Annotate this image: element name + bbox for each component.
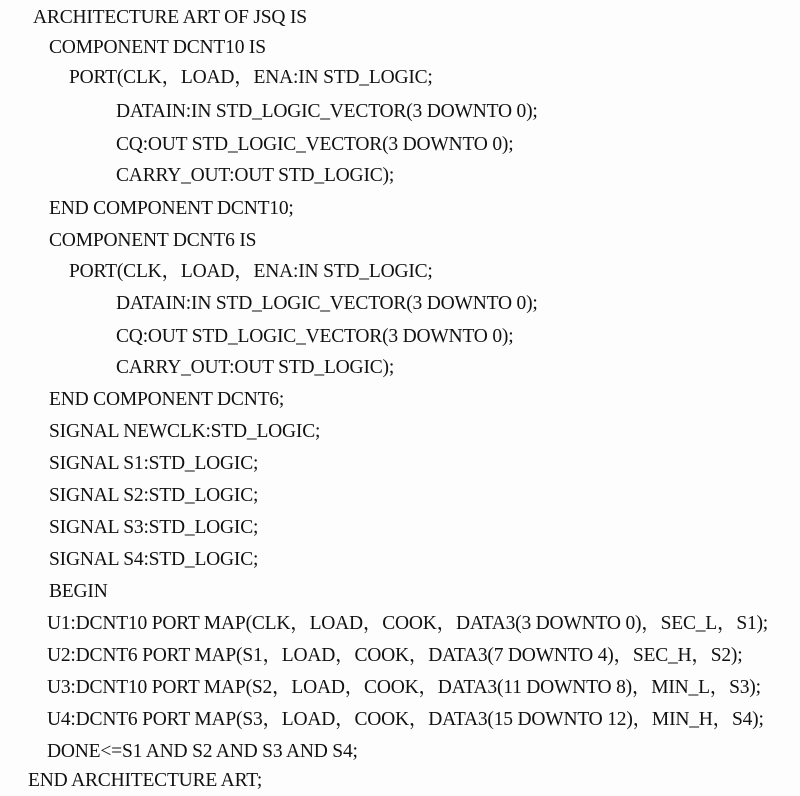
- code-line-22: U3:DCNT10 PORT MAP(S2，LOAD，COOK，DATA3(11 DOWNTO 8)，MIN_L，S3);: [47, 677, 761, 698]
- code-line-13: END COMPONENT DCNT6;: [49, 389, 285, 410]
- code-line-19: BEGIN: [49, 581, 108, 602]
- code-line-10: DATAIN:IN STD_LOGIC_VECTOR(3 DOWNTO 0);: [116, 293, 538, 314]
- code-line-2: COMPONENT DCNT10 IS: [49, 37, 266, 58]
- code-line-18: SIGNAL S4:STD_LOGIC;: [49, 549, 259, 570]
- code-line-15: SIGNAL S1:STD_LOGIC;: [49, 453, 259, 474]
- code-line-6: CARRY_OUT:OUT STD_LOGIC);: [116, 165, 395, 186]
- code-line-17: SIGNAL S3:STD_LOGIC;: [49, 517, 259, 538]
- code-line-21: U2:DCNT6 PORT MAP(S1，LOAD，COOK，DATA3(7 DOWNTO 4)，SEC_H，S2);: [47, 645, 743, 666]
- code-line-25: END ARCHITECTURE ART;: [28, 770, 263, 791]
- code-line-9: PORT(CLK，LOAD，ENA:IN STD_LOGIC;: [69, 261, 433, 282]
- code-line-7: END COMPONENT DCNT10;: [49, 198, 294, 219]
- code-line-24: DONE<=S1 AND S2 AND S3 AND S4;: [47, 741, 358, 762]
- code-line-5: CQ:OUT STD_LOGIC_VECTOR(3 DOWNTO 0);: [116, 134, 514, 155]
- code-line-4: DATAIN:IN STD_LOGIC_VECTOR(3 DOWNTO 0);: [116, 101, 538, 122]
- code-line-11: CQ:OUT STD_LOGIC_VECTOR(3 DOWNTO 0);: [116, 326, 514, 347]
- code-line-23: U4:DCNT6 PORT MAP(S3，LOAD，COOK，DATA3(15 DOWNTO 12)，MIN_H，S4);: [47, 709, 764, 730]
- code-line-1: ARCHITECTURE ART OF JSQ IS: [33, 7, 307, 28]
- code-line-20: U1:DCNT10 PORT MAP(CLK，LOAD，COOK，DATA3(3 DOWNTO 0)，SEC_L，S1);: [47, 613, 769, 634]
- code-line-8: COMPONENT DCNT6 IS: [49, 230, 257, 251]
- code-line-3: PORT(CLK，LOAD，ENA:IN STD_LOGIC;: [69, 67, 433, 88]
- code-line-12: CARRY_OUT:OUT STD_LOGIC);: [116, 357, 395, 378]
- code-line-16: SIGNAL S2:STD_LOGIC;: [49, 485, 259, 506]
- code-line-14: SIGNAL NEWCLK:STD_LOGIC;: [49, 421, 321, 442]
